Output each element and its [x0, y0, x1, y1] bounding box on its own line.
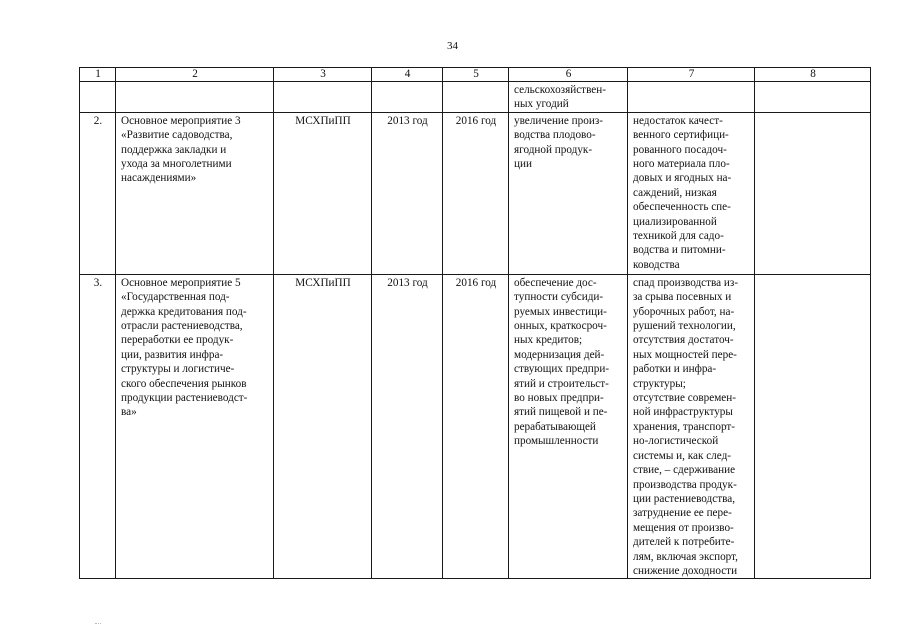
expected-result-line: тупности субсиди- [514, 291, 604, 304]
link-cell [755, 82, 871, 113]
column-header-2: 2 [116, 68, 274, 82]
column-header-1: 1 [80, 68, 116, 82]
consequences-line: но-логистической [633, 435, 719, 448]
consequences-line: отсутствие современ- [633, 392, 736, 405]
expected-result-cell [509, 274, 628, 579]
consequences-line: ции растениеводства, [633, 492, 735, 505]
expected-result-cell [509, 112, 628, 274]
consequences-line: ной инфраструктуры [633, 406, 733, 419]
activity-name-line: продукции растениеводст- [121, 392, 248, 405]
activity-name-cell [116, 112, 274, 274]
scan-artifact [95, 623, 101, 625]
column-header-7: 7 [628, 68, 755, 82]
row-number-cell: 3. [80, 274, 116, 579]
end-year-cell: 2016 год [443, 274, 509, 579]
expected-result-line: ствующих предпри- [514, 363, 610, 376]
expected-result-line: водства плодово- [514, 129, 596, 142]
expected-result-line: обеспечение дос- [514, 276, 597, 289]
activity-name-line: поддержка закладки и [121, 143, 227, 156]
consequences-line: лям, включая экспорт, [633, 550, 738, 563]
expected-result-line: ции [514, 158, 532, 171]
end-year-cell: 2016 год [443, 112, 509, 274]
activity-name-line: насаждениями» [121, 172, 197, 185]
expected-result-line: онных, краткосроч- [514, 320, 607, 333]
consequences-line: ного материала пло- [633, 158, 730, 171]
activity-name-line: «Государственная под- [121, 291, 230, 304]
expected-result-line: рерабатывающей [514, 420, 596, 433]
activity-name-line: «Развитие садоводства, [121, 129, 233, 142]
row-number-cell: 2. [80, 112, 116, 274]
column-header-6: 6 [509, 68, 628, 82]
consequences-line: довых и ягодных на- [633, 172, 732, 185]
activity-name-line: структуры и логистиче- [121, 363, 235, 376]
activity-name-line: ва» [121, 406, 137, 419]
expected-result-line: увеличение произ- [514, 114, 603, 127]
column-header-5: 5 [443, 68, 509, 82]
start-year-cell: 2013 год [372, 112, 443, 274]
expected-result-line: сельскохозяйствен- [514, 84, 606, 96]
expected-result-line: руемых инвестици- [514, 305, 607, 318]
link-cell [755, 112, 871, 274]
column-header-3: 3 [274, 68, 372, 82]
executor-cell: МСХПиПП [274, 112, 372, 274]
column-number-row [80, 68, 871, 82]
expected-result-line: ятий и строительст- [514, 377, 609, 390]
activity-name-line: ции, развития инфра- [121, 348, 224, 361]
expected-result-line: ятий пищевой и пе- [514, 406, 608, 419]
activity-name-line: Основное мероприятие 5 [121, 276, 241, 289]
consequences-line: рушений технологии, [633, 320, 736, 333]
consequences-line: водства и питомни- [633, 244, 726, 257]
consequences-line: отсутствия достаточ- [633, 334, 734, 347]
consequences-line: техникой для садо- [633, 230, 724, 243]
consequences-cell [628, 112, 755, 274]
expected-result-line: ных угодий [514, 98, 569, 111]
expected-result-line: промышленности [514, 435, 599, 448]
consequences-line: системы и, как след- [633, 449, 731, 462]
activity-name-cell [116, 82, 274, 113]
consequences-line: обеспеченность спе- [633, 201, 731, 214]
consequences-cell [628, 82, 755, 113]
consequences-line: спад производства из- [633, 276, 739, 289]
activity-name-line: ухода за многолетними [121, 158, 232, 171]
consequences-line: за срыва посевных и [633, 291, 732, 304]
activity-name-line: ского обеспечения рынков [121, 377, 247, 390]
consequences-line: мещения от произво- [633, 521, 734, 534]
table-row [80, 82, 871, 113]
executor-cell [274, 82, 372, 113]
activity-name-line: Основное мероприятие 3 [121, 114, 241, 127]
column-header-4: 4 [372, 68, 443, 82]
activity-name-cell [116, 274, 274, 579]
table-row [80, 112, 871, 274]
consequences-line: венного сертифици- [633, 129, 729, 142]
expected-result-line: ягодной продук- [514, 143, 593, 156]
consequences-line: ководства [633, 258, 680, 271]
table-row [80, 274, 871, 579]
executor-cell: МСХПиПП [274, 274, 372, 579]
row-number-cell [80, 82, 116, 113]
expected-result-line: во новых предпри- [514, 392, 604, 405]
consequences-line: ных мощностей пере- [633, 348, 737, 361]
consequences-line: рованного посадоч- [633, 143, 727, 156]
activity-name-line: отрасли растениеводства, [121, 320, 243, 333]
consequences-line: затруднение ее пере- [633, 507, 732, 520]
consequences-line: структуры; [633, 377, 686, 390]
consequences-line: дителей к потребите- [633, 536, 735, 549]
consequences-line: снижение доходности [633, 564, 738, 577]
expected-result-cell [509, 82, 628, 113]
consequences-line: производства продук- [633, 478, 737, 491]
end-year-cell [443, 82, 509, 113]
activity-name-line: переработки ее продук- [121, 334, 234, 347]
start-year-cell [372, 82, 443, 113]
page-number: 34 [447, 40, 458, 52]
consequences-cell [628, 274, 755, 579]
consequences-line: уборочных работ, на- [633, 305, 735, 318]
consequences-line: работки и инфра- [633, 363, 717, 376]
expected-result-line: модернизация дей- [514, 348, 605, 361]
expected-result-line: ных кредитов; [514, 334, 583, 347]
consequences-line: хранения, транспорт- [633, 420, 735, 433]
activity-name-line: держка кредитования под- [121, 305, 247, 318]
start-year-cell: 2013 год [372, 274, 443, 579]
consequences-line: ствие, – сдерживание [633, 464, 736, 477]
column-header-8: 8 [755, 68, 871, 82]
link-cell [755, 274, 871, 579]
activities-table [79, 67, 871, 579]
consequences-line: саждений, низкая [633, 186, 717, 199]
consequences-line: циализированной [633, 215, 717, 228]
consequences-line: недостаток качест- [633, 114, 723, 127]
